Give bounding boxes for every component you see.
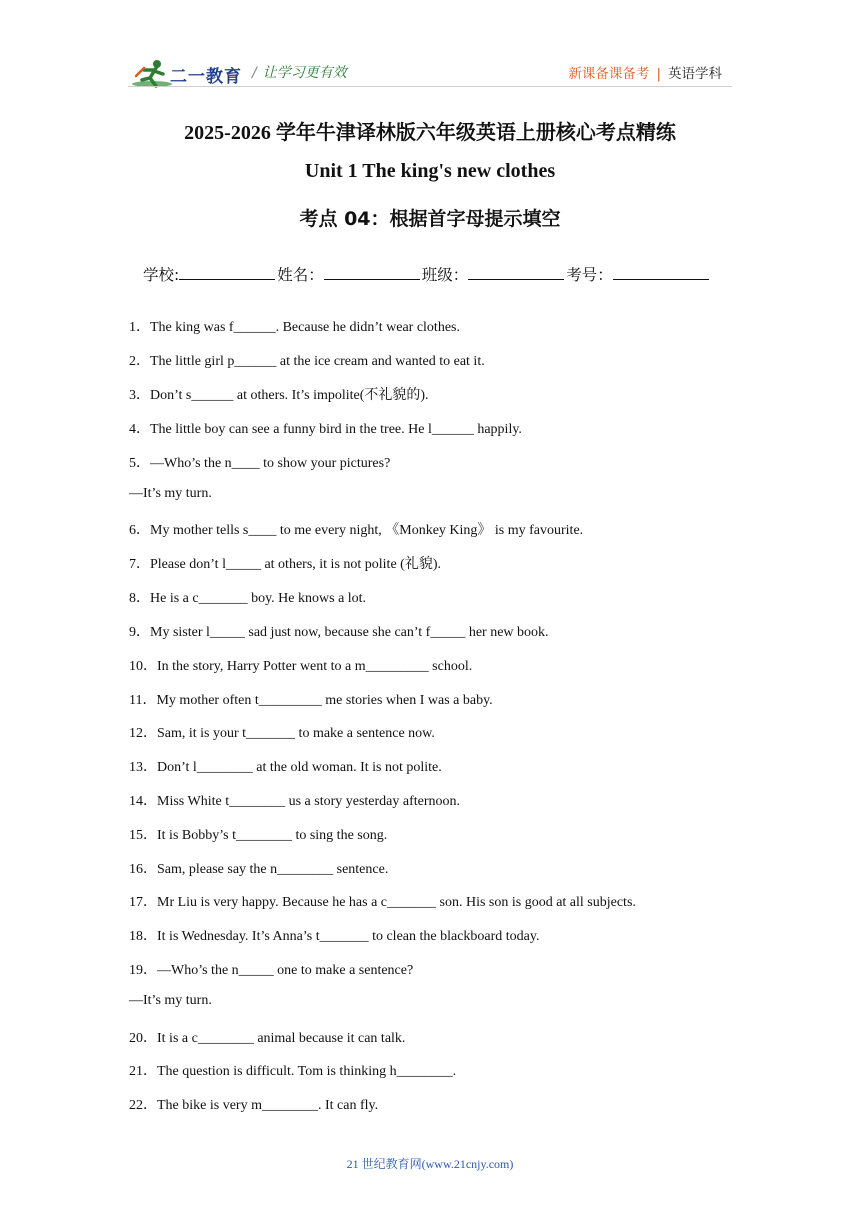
page-footer: 21 世纪教育网(www.21cnjy.com)	[346, 1157, 514, 1171]
school-label: 学校:	[143, 266, 180, 284]
question-5-answer: —It’s my turn.	[129, 486, 212, 501]
header-tag-subject: 英语学科	[668, 66, 722, 82]
class-label: 班级：	[421, 266, 469, 284]
question-10: 10．In the story, Harry Potter went to a m_________ school.	[129, 659, 473, 674]
question-3: 3．Don’t s______ at others. It’s impolite(不礼貌的).	[129, 388, 429, 403]
question-19-answer: —It’s my turn.	[129, 993, 212, 1008]
number-blank[interactable]	[613, 265, 709, 280]
question-19: 19．—Who’s the n_____ one to make a sentence?	[129, 963, 414, 978]
question-21: 21．The question is difficult. Tom is thinking h________.	[129, 1064, 457, 1079]
question-4: 4．The little boy can see a funny bird in the tree. He l______ happily.	[129, 422, 522, 437]
question-5: 5．—Who’s the n____ to show your pictures?	[129, 456, 391, 471]
topic-title: 考点 04：根据首字母提示填空	[299, 208, 561, 230]
school-blank[interactable]	[179, 265, 275, 280]
question-14: 14．Miss White t________ us a story yesterday afternoon.	[129, 794, 461, 809]
question-13: 13．Don’t l________ at the old woman. It is not polite.	[129, 760, 442, 775]
question-7: 7．Please don’t l_____ at others, it is not polite (礼貌).	[129, 557, 441, 572]
header-tag-course: 新课备课备考	[568, 66, 650, 82]
name-label: 姓名：	[277, 266, 324, 284]
header-tags	[568, 62, 722, 82]
document-title: 2025-2026 学年牛津译林版六年级英语上册核心考点精练	[184, 122, 676, 144]
question-18: 18．It is Wednesday. It’s Anna’s t_______ to clean the blackboard today.	[129, 929, 540, 944]
question-6: 6．My mother tells s____ to me every night, 《Monkey King》 is my favourite.	[129, 523, 584, 538]
header-divider	[128, 86, 732, 87]
question-12: 12．Sam, it is your t_______ to make a sentence now.	[129, 726, 435, 741]
header-slogan: / 让学习更有效	[252, 65, 347, 81]
class-blank[interactable]	[468, 265, 564, 280]
page-header	[0, 0, 860, 96]
question-22: 22．The bike is very m________. It can fly.	[129, 1098, 379, 1113]
logo-text: 二一教育	[170, 67, 242, 87]
question-2: 2．The little girl p______ at the ice cream and wanted to eat it.	[129, 354, 485, 369]
header-separator: |	[656, 66, 661, 82]
question-20: 20．It is a c________ animal because it can talk.	[129, 1031, 406, 1046]
question-15: 15．It is Bobby’s t________ to sing the song.	[129, 828, 388, 843]
slogan-text: 让学习更有效	[262, 65, 347, 81]
student-info-line	[143, 263, 711, 285]
question-17: 17．Mr Liu is very happy. Because he has a c_______ son. His son is good at all subjects.	[129, 895, 636, 910]
question-11: 11．My mother often t_________ me stories when I was a baby.	[129, 693, 493, 708]
question-8: 8．He is a c_______ boy. He knows a lot.	[129, 591, 367, 606]
question-1: 1．The king was f______. Because he didn’t wear clothes.	[129, 320, 460, 335]
question-9: 9．My sister l_____ sad just now, because she can’t f_____ her new book.	[129, 625, 549, 640]
number-label: 考号：	[566, 266, 613, 284]
question-16: 16．Sam, please say the n________ sentence.	[129, 862, 389, 877]
unit-title: Unit 1 The king's new clothes	[304, 160, 556, 182]
name-blank[interactable]	[324, 265, 420, 280]
